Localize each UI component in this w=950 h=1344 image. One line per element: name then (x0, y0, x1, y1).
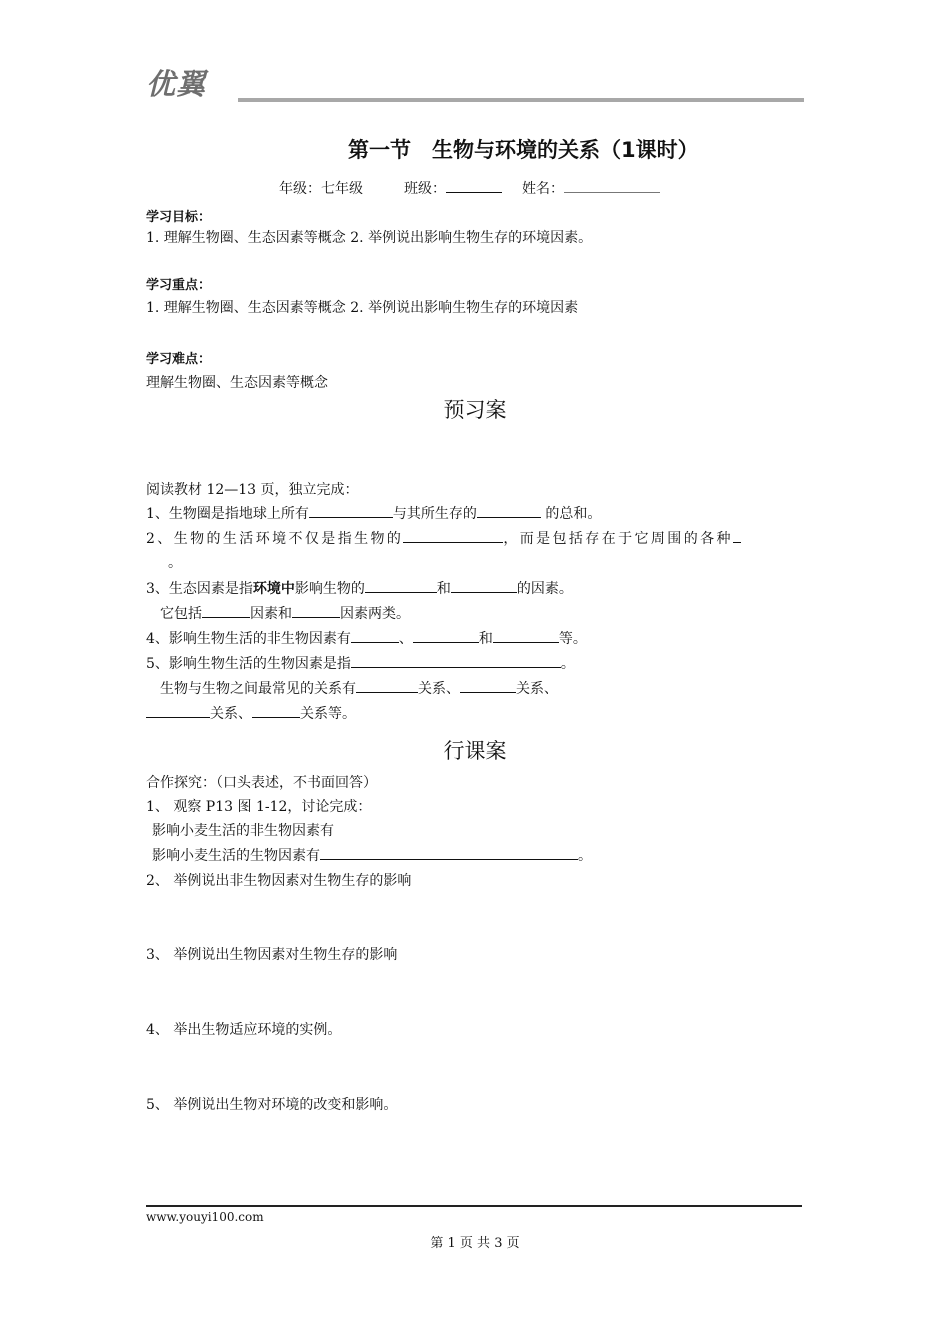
preview-q1: 1、生物圈是指地球上所有 与其所生存的 的总和。 (146, 506, 602, 522)
logo: 优翼 (146, 67, 207, 101)
q3b-blank-1[interactable] (202, 605, 250, 618)
goals-heading: 学习目标： (146, 210, 212, 225)
name-field[interactable] (522, 178, 660, 198)
q1-blank-1[interactable] (309, 505, 393, 518)
key-points-text: 1. 理解生物圈、生态因素等概念 2. 举例说出影响生物生存的环境因素 (146, 300, 579, 316)
footer-url[interactable]: www.youyi100.com (146, 1210, 264, 1224)
preview-q3: 3、生态因素是指环境中影响生物的 和 的因素。 (146, 581, 573, 597)
lesson-q4: 4、 举出生物适应环境的实例。 (146, 1022, 342, 1038)
preview-q4: 4、影响生物生活的非生物因素有 、 和 等。 (146, 631, 587, 647)
preview-heading: 预习案 (443, 398, 507, 422)
header-rule (238, 98, 804, 102)
q3b-blank-2[interactable] (292, 605, 340, 618)
grade-label: 年级：七年级 (279, 181, 363, 197)
preview-q2: 2、生物的生活环境不仅是指生物的 ，而是包括存在于它周围的各种 (146, 528, 741, 548)
q4-blank-2[interactable] (413, 630, 479, 643)
preview-q5b: 生物与生物之间最常见的关系有 关系、 关系、 (160, 681, 558, 697)
key-points-heading: 学习重点： (146, 278, 212, 293)
q1-blank-2[interactable] (477, 505, 541, 518)
lesson-q1b-blank[interactable] (320, 847, 578, 860)
lesson-q5: 5、 举例说出生物对环境的改变和影响。 (146, 1097, 398, 1113)
q3-bold-term: 环境中 (252, 581, 295, 597)
lesson-heading: 行课案 (443, 739, 507, 763)
q3-blank-2[interactable] (451, 580, 517, 593)
lesson-intro: 合作探究：（口头表述，不书面回答） (146, 775, 377, 791)
lesson-q1: 1、 观察 P13 图 1-12，讨论完成： (146, 799, 372, 815)
lesson-q2: 2、 举例说出非生物因素对生物生存的影响 (146, 873, 412, 889)
difficulties-text: 理解生物圈、生态因素等概念 (146, 375, 328, 391)
name-label: 姓名： (522, 181, 564, 197)
lesson-q1b: 影响小麦生活的生物因素有 。 (152, 848, 592, 864)
name-blank[interactable] (564, 180, 660, 193)
q5c-blank-2[interactable] (252, 705, 300, 718)
lesson-q3: 3、 举例说出生物因素对生物生存的影响 (146, 947, 398, 963)
q3-blank-1[interactable] (365, 580, 437, 593)
footer-rule (146, 1205, 802, 1207)
class-blank[interactable] (446, 180, 502, 193)
q5b-blank-2[interactable] (460, 680, 516, 693)
preview-q5c: 关系、 关系等。 (146, 703, 356, 723)
page-title: 第一节 生物与环境的关系（1课时） (348, 138, 699, 162)
lesson-q1a: 影响小麦生活的非生物因素有 (152, 823, 334, 839)
q5-blank-1[interactable] (351, 655, 561, 668)
preview-q5: 5、影响生物生活的生物因素是指 。 (146, 656, 575, 672)
q5b-blank-1[interactable] (356, 680, 418, 693)
class-label: 班级： (404, 181, 446, 197)
preview-q3b: 它包括 因素和 因素两类。 (160, 606, 410, 622)
q5c-blank-1[interactable] (146, 705, 210, 718)
q2-blank-2[interactable] (733, 530, 741, 543)
page-number: 第 1 页 共 3 页 (430, 1236, 520, 1251)
preview-q2-end: 。 (168, 555, 182, 571)
q2-blank-1[interactable] (403, 530, 503, 543)
goals-text: 1. 理解生物圈、生态因素等概念 2. 举例说出影响生物生存的环境因素。 (146, 230, 593, 246)
preview-intro: 阅读教材 12—13 页，独立完成： (146, 482, 359, 498)
class-field[interactable] (404, 178, 502, 198)
difficulties-heading: 学习难点： (146, 352, 212, 367)
q4-blank-3[interactable] (493, 630, 559, 643)
q4-blank-1[interactable] (351, 630, 399, 643)
